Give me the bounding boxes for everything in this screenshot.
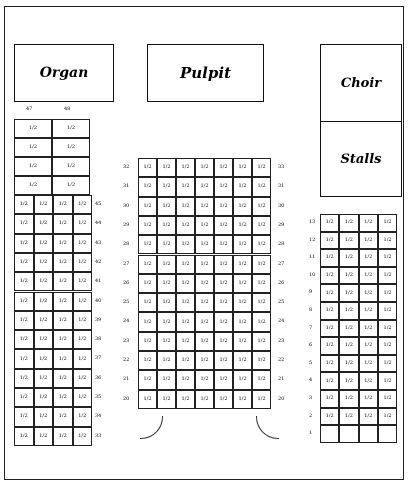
- pew-seat: 1/2: [176, 235, 195, 254]
- pulpit-label: Pulpit: [180, 64, 231, 82]
- pew-seat: 1/2: [252, 274, 271, 293]
- pew-seat: 1/2: [14, 214, 34, 233]
- pew-row-number: 33: [278, 164, 285, 170]
- pew-seat: 1/2: [359, 337, 378, 355]
- pew-seat: 1/2: [252, 216, 271, 235]
- pew-seat: 1/2: [233, 312, 252, 331]
- pew-seat: 1/2: [34, 234, 54, 253]
- pew-row-number: 26: [123, 279, 130, 286]
- pew-row-number: 8: [309, 307, 313, 313]
- pew-seat: 1/2: [214, 216, 233, 235]
- pew-seat: 1/2: [176, 158, 195, 177]
- pew-seat: 1/2: [233, 293, 252, 312]
- pew-row-number: 36: [95, 374, 102, 381]
- pew-seat: [378, 425, 397, 443]
- pew-seat: 1/2: [252, 235, 271, 254]
- pew-seat: 1/2: [252, 293, 271, 312]
- pew-row-number: 23: [278, 337, 285, 344]
- pew-row-number: 32: [123, 164, 130, 170]
- pew-seat: 1/2: [378, 284, 397, 302]
- pew-seat: 1/2: [252, 255, 271, 274]
- pew-seat: 1/2: [73, 234, 93, 253]
- pew-row-number: 38: [95, 336, 102, 343]
- pew-seat: 1/2: [53, 272, 73, 291]
- pew-seat: 1/2: [214, 370, 233, 389]
- pew-seat: 1/2: [339, 408, 358, 426]
- pew-seat: 1/2: [53, 214, 73, 233]
- pew-seat: 1/2: [34, 195, 54, 214]
- organ-label: Organ: [39, 65, 89, 81]
- pew-seat: 1/2: [14, 119, 52, 138]
- pew-seat: 1/2: [138, 177, 157, 196]
- pew-seat: 1/2: [14, 157, 52, 176]
- pew-seat: 1/2: [53, 427, 73, 446]
- pew-row-number: 35: [95, 394, 102, 400]
- pew-seat: 1/2: [138, 312, 157, 331]
- pew-row-number: 29: [123, 221, 130, 228]
- pew-seat: 1/2: [320, 390, 339, 408]
- pew-seat: 1/2: [252, 177, 271, 196]
- pew-seat: 1/2: [157, 255, 176, 274]
- pew-seat: 1/2: [176, 293, 195, 312]
- pew-seat: 1/2: [378, 302, 397, 320]
- pew-seat: 1/2: [378, 214, 397, 232]
- pew-seat: 1/2: [14, 369, 34, 388]
- pew-row-number: 6: [309, 342, 313, 349]
- pew-row-number: 24: [278, 318, 285, 325]
- pew-seat: 1/2: [14, 234, 34, 253]
- pew-seat: 1/2: [195, 235, 214, 254]
- pew-row-number: 31: [278, 183, 285, 190]
- pew-seat: 1/2: [233, 274, 252, 293]
- pew-seat: 1/2: [14, 388, 34, 407]
- pew-seat: 1/2: [252, 197, 271, 216]
- pew-row-number: 29: [278, 221, 285, 228]
- pew-row-number: 40: [95, 297, 102, 304]
- pew-seat: 1/2: [52, 176, 90, 195]
- pew-row-number: 27: [123, 260, 130, 267]
- pew-row-number: 4: [309, 377, 313, 384]
- pew-row-number: 42: [95, 258, 102, 265]
- stalls-box: [320, 121, 402, 197]
- pew-seat: 1/2: [214, 351, 233, 370]
- pew-seat: 1/2: [14, 330, 34, 349]
- pew-seat: 1/2: [14, 407, 34, 426]
- pew-seat: 1/2: [34, 292, 54, 311]
- pew-seat: 1/2: [233, 197, 252, 216]
- pew-seat: 1/2: [34, 427, 54, 446]
- pew-row-number: 23: [123, 337, 130, 344]
- pew-seat: 1/2: [252, 351, 271, 370]
- pew-seat: 1/2: [53, 369, 73, 388]
- pulpit-box: [147, 44, 264, 102]
- pew-seat: 1/2: [195, 293, 214, 312]
- pew-seat: 1/2: [53, 388, 73, 407]
- pew-seat: 1/2: [73, 253, 93, 272]
- pew-seat: 1/2: [378, 249, 397, 267]
- pew-row-number: 27: [278, 260, 285, 267]
- pew-seat: 1/2: [157, 177, 176, 196]
- pew-seat: 1/2: [195, 216, 214, 235]
- pew-seat: 1/2: [233, 255, 252, 274]
- pew-seat: 1/2: [14, 253, 34, 272]
- pew-row-number: 9: [309, 289, 313, 296]
- pew-seat: 1/2: [339, 390, 358, 408]
- pew-seat: 1/2: [73, 272, 93, 291]
- pew-seat: 1/2: [34, 369, 54, 388]
- pew-seat: 1/2: [320, 337, 339, 355]
- pew-seat: 1/2: [14, 138, 52, 157]
- pew-seat: 1/2: [73, 369, 93, 388]
- pew-row-number: 21: [123, 376, 130, 383]
- pew-seat: 1/2: [34, 330, 54, 349]
- pew-seat: 1/2: [138, 197, 157, 216]
- pew-seat: 1/2: [339, 214, 358, 232]
- pew-seat: 1/2: [320, 284, 339, 302]
- pew-seat: 1/2: [359, 267, 378, 285]
- pew-seat: 1/2: [339, 267, 358, 285]
- pew-seat: 1/2: [157, 235, 176, 254]
- pew-seat: 1/2: [53, 292, 73, 311]
- pew-seat: 1/2: [233, 332, 252, 351]
- pew-seat: 1/2: [138, 293, 157, 312]
- pew-seat: 1/2: [138, 235, 157, 254]
- pew-seat: 1/2: [195, 255, 214, 274]
- pew-row-number: 30: [278, 202, 285, 209]
- pew-seat: 1/2: [73, 292, 93, 311]
- pew-row-number: 44: [95, 220, 102, 227]
- pew-seat: 1/2: [138, 274, 157, 293]
- pew-seat: 1/2: [73, 407, 93, 426]
- pew-seat: 1/2: [339, 249, 358, 267]
- pew-seat: 1/2: [339, 372, 358, 390]
- pew-seat: 1/2: [34, 253, 54, 272]
- pew-row-number: 20: [123, 395, 130, 402]
- pew-seat: [320, 425, 339, 443]
- pew-seat: 1/2: [195, 197, 214, 216]
- pew-seat: 1/2: [359, 408, 378, 426]
- pew-seat: 1/2: [176, 312, 195, 331]
- pew-seat: 1/2: [14, 176, 52, 195]
- pew-seat: 1/2: [53, 330, 73, 349]
- pew-row-number: 21: [278, 376, 285, 383]
- pew-seat: 1/2: [176, 197, 195, 216]
- pew-seat: 1/2: [176, 216, 195, 235]
- pew-seat: 1/2: [176, 351, 195, 370]
- pew-seat: 1/2: [53, 407, 73, 426]
- stalls-label: Stalls: [340, 151, 382, 167]
- pew-seat: 1/2: [138, 158, 157, 177]
- pew-seat: 1/2: [233, 370, 252, 389]
- pew-row-number: 45: [95, 201, 102, 207]
- pew-seat: 1/2: [359, 390, 378, 408]
- pew-seat: 1/2: [214, 274, 233, 293]
- pew-seat: 1/2: [176, 332, 195, 351]
- pew-seat: 1/2: [339, 337, 358, 355]
- pew-seat: 1/2: [378, 355, 397, 373]
- pew-seat: 1/2: [138, 351, 157, 370]
- pew-seat: 1/2: [34, 349, 54, 368]
- pew-seat: 1/2: [138, 370, 157, 389]
- pew-seat: 1/2: [339, 284, 358, 302]
- pew-seat: [359, 425, 378, 443]
- pew-seat: 1/2: [359, 355, 378, 373]
- pew-seat: 1/2: [157, 158, 176, 177]
- pew-row-number: 2: [309, 412, 313, 419]
- pew-row-number: 33: [95, 432, 102, 439]
- pew-seat: 1/2: [34, 311, 54, 330]
- pew-seat: 1/2: [320, 232, 339, 250]
- pew-seat: 1/2: [14, 195, 34, 214]
- pew-row-number: 13: [309, 219, 316, 225]
- pew-seat: 1/2: [176, 255, 195, 274]
- pew-seat: 1/2: [157, 370, 176, 389]
- pew-row-number: 39: [95, 316, 102, 323]
- pew-seat: 1/2: [138, 216, 157, 235]
- pew-seat: 1/2: [214, 390, 233, 409]
- pew-seat: 1/2: [214, 235, 233, 254]
- pew-seat: 1/2: [157, 390, 176, 409]
- pew-seat: 1/2: [34, 388, 54, 407]
- left-top-pew-number: 47: [26, 106, 33, 112]
- pew-seat: 1/2: [52, 119, 90, 138]
- pew-seat: 1/2: [73, 388, 93, 407]
- pew-seat: 1/2: [214, 197, 233, 216]
- pew-seat: 1/2: [73, 349, 93, 368]
- pew-seat: 1/2: [378, 372, 397, 390]
- pew-row-number: 28: [278, 241, 285, 248]
- pew-seat: 1/2: [157, 332, 176, 351]
- pew-row-number: 34: [95, 413, 102, 420]
- organ-box: [14, 44, 114, 102]
- pew-seat: 1/2: [14, 272, 34, 291]
- pew-seat: 1/2: [53, 253, 73, 272]
- pew-seat: [339, 425, 358, 443]
- pew-seat: 1/2: [252, 390, 271, 409]
- pew-seat: 1/2: [157, 216, 176, 235]
- pew-seat: 1/2: [359, 284, 378, 302]
- pew-seat: 1/2: [359, 214, 378, 232]
- pew-seat: 1/2: [252, 370, 271, 389]
- pew-seat: 1/2: [378, 320, 397, 338]
- pew-seat: 1/2: [53, 349, 73, 368]
- pew-seat: 1/2: [14, 311, 34, 330]
- pew-seat: 1/2: [233, 177, 252, 196]
- pew-seat: 1/2: [359, 372, 378, 390]
- pew-row-number: 25: [278, 299, 285, 306]
- pew-seat: 1/2: [378, 232, 397, 250]
- pew-seat: 1/2: [378, 267, 397, 285]
- pew-seat: 1/2: [378, 390, 397, 408]
- pew-row-number: 7: [309, 324, 313, 331]
- pew-seat: 1/2: [320, 267, 339, 285]
- left-top-pew-number: 48: [64, 106, 71, 112]
- pew-seat: 1/2: [53, 311, 73, 330]
- pew-seat: 1/2: [320, 214, 339, 232]
- pew-row-number: 26: [278, 279, 285, 286]
- pew-seat: 1/2: [214, 177, 233, 196]
- pew-seat: 1/2: [339, 232, 358, 250]
- pew-seat: 1/2: [138, 390, 157, 409]
- pew-seat: 1/2: [73, 330, 93, 349]
- pew-seat: 1/2: [195, 332, 214, 351]
- pew-seat: 1/2: [157, 274, 176, 293]
- pew-seat: 1/2: [214, 158, 233, 177]
- pew-seat: 1/2: [233, 235, 252, 254]
- pew-seat: 1/2: [359, 249, 378, 267]
- pew-row-number: 3: [309, 395, 313, 401]
- pew-seat: 1/2: [252, 158, 271, 177]
- pew-seat: 1/2: [252, 332, 271, 351]
- choir-label: Choir: [340, 75, 382, 91]
- pew-seat: 1/2: [176, 177, 195, 196]
- pew-row-number: 20: [278, 395, 285, 402]
- pew-seat: 1/2: [176, 274, 195, 293]
- pew-seat: 1/2: [233, 351, 252, 370]
- pew-seat: 1/2: [14, 427, 34, 446]
- pew-seat: 1/2: [52, 157, 90, 176]
- pew-seat: 1/2: [195, 312, 214, 331]
- pew-row-number: 22: [123, 357, 130, 363]
- pew-seat: 1/2: [34, 214, 54, 233]
- pew-seat: 1/2: [339, 355, 358, 373]
- pew-seat: 1/2: [214, 312, 233, 331]
- pew-seat: 1/2: [53, 234, 73, 253]
- pew-seat: 1/2: [214, 332, 233, 351]
- pew-row-number: 41: [95, 278, 102, 285]
- pew-seat: 1/2: [73, 195, 93, 214]
- pew-seat: 1/2: [157, 351, 176, 370]
- pew-row-number: 22: [278, 357, 285, 363]
- pew-seat: 1/2: [359, 232, 378, 250]
- pew-seat: 1/2: [195, 351, 214, 370]
- pew-seat: 1/2: [73, 214, 93, 233]
- pew-seat: 1/2: [195, 158, 214, 177]
- pew-row-number: 37: [95, 355, 102, 362]
- pew-seat: 1/2: [176, 390, 195, 409]
- pew-seat: 1/2: [157, 312, 176, 331]
- pew-seat: 1/2: [73, 311, 93, 330]
- pew-seat: 1/2: [214, 293, 233, 312]
- pew-seat: 1/2: [320, 320, 339, 338]
- pew-seat: 1/2: [252, 312, 271, 331]
- pew-seat: 1/2: [14, 292, 34, 311]
- pew-seat: 1/2: [195, 370, 214, 389]
- pew-row-number: 30: [123, 202, 130, 209]
- pew-seat: 1/2: [233, 158, 252, 177]
- pew-row-number: 25: [123, 299, 130, 306]
- pew-seat: 1/2: [359, 302, 378, 320]
- pew-seat: 1/2: [34, 272, 54, 291]
- pew-seat: 1/2: [195, 177, 214, 196]
- pew-seat: 1/2: [233, 390, 252, 409]
- pew-row-number: 28: [123, 241, 130, 248]
- pew-seat: 1/2: [73, 427, 93, 446]
- pew-row-number: 31: [123, 183, 130, 190]
- pew-seat: 1/2: [320, 355, 339, 373]
- pew-seat: 1/2: [52, 138, 90, 157]
- pew-seat: 1/2: [339, 320, 358, 338]
- pew-seat: 1/2: [339, 302, 358, 320]
- choir-box: [320, 44, 402, 122]
- pew-row-number: 1: [309, 430, 313, 437]
- pew-seat: 1/2: [320, 302, 339, 320]
- pew-seat: 1/2: [138, 332, 157, 351]
- pew-seat: 1/2: [320, 372, 339, 390]
- pew-seat: 1/2: [359, 320, 378, 338]
- pew-seat: 1/2: [320, 249, 339, 267]
- pew-seat: 1/2: [53, 195, 73, 214]
- pew-row-number: 11: [309, 254, 316, 261]
- pew-seat: 1/2: [233, 216, 252, 235]
- pew-row-number: 10: [309, 271, 316, 278]
- pew-row-number: 5: [309, 359, 313, 366]
- pew-seat: 1/2: [34, 407, 54, 426]
- pew-seat: 1/2: [138, 255, 157, 274]
- pew-seat: 1/2: [157, 293, 176, 312]
- pew-seat: 1/2: [14, 349, 34, 368]
- pew-seat: 1/2: [378, 337, 397, 355]
- pew-seat: 1/2: [378, 408, 397, 426]
- pew-seat: 1/2: [195, 390, 214, 409]
- pew-row-number: 24: [123, 318, 130, 325]
- pew-seat: 1/2: [214, 255, 233, 274]
- pew-seat: 1/2: [320, 408, 339, 426]
- pew-seat: 1/2: [157, 197, 176, 216]
- pew-seat: 1/2: [195, 274, 214, 293]
- pew-seat: 1/2: [176, 370, 195, 389]
- pew-row-number: 12: [309, 236, 316, 243]
- pew-row-number: 43: [95, 239, 102, 246]
